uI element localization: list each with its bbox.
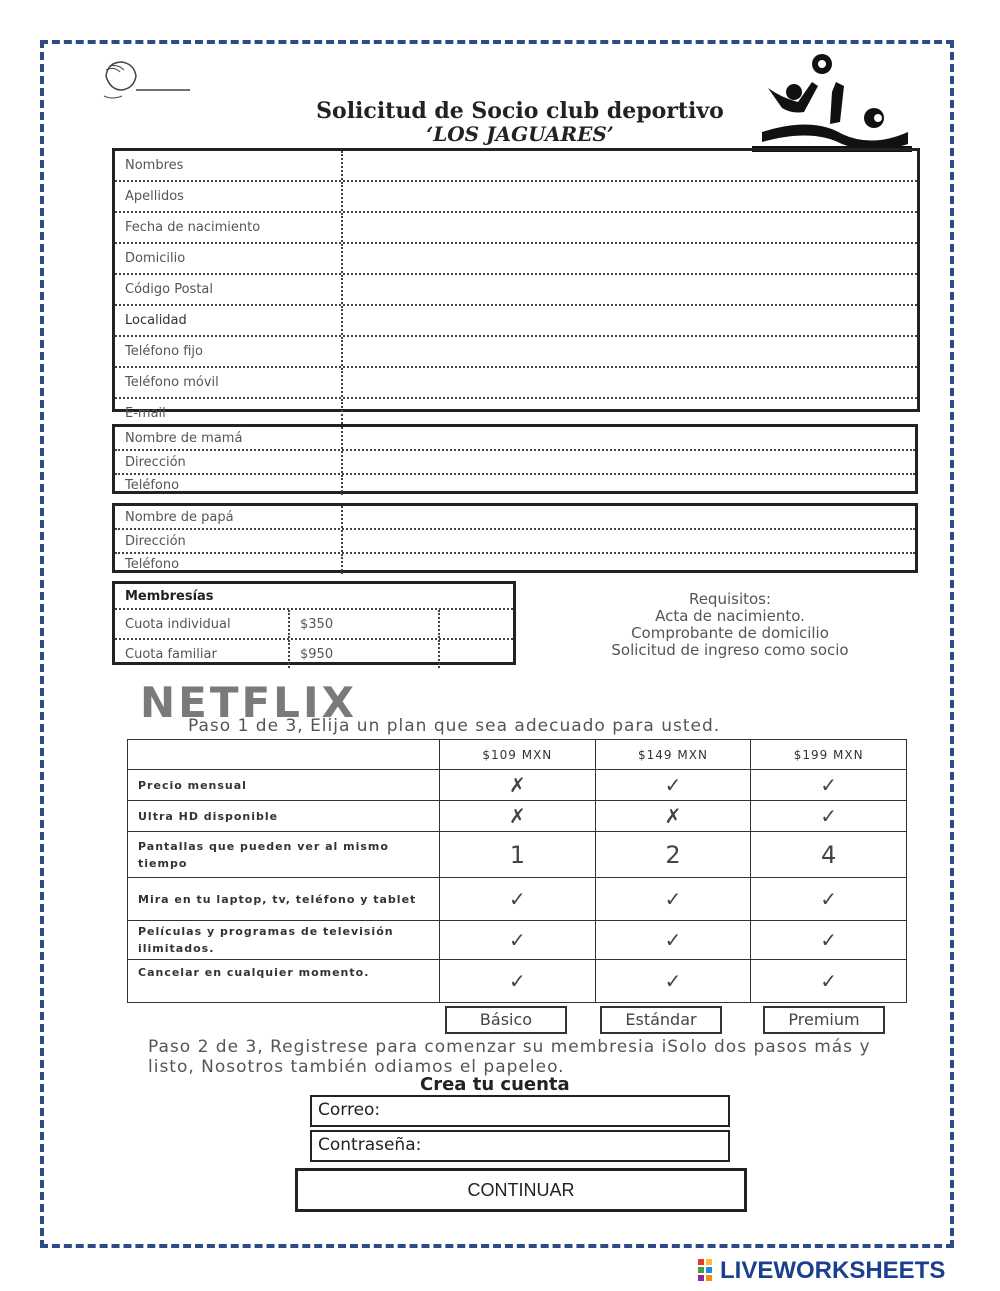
- continue-button[interactable]: CONTINUAR: [295, 1168, 747, 1212]
- feature-mark: ✗: [440, 801, 596, 832]
- form-row: [115, 275, 917, 306]
- form-row: [115, 506, 915, 530]
- membership-row: [115, 640, 513, 668]
- club-name: ‘LOS JAGUARES’: [426, 122, 614, 146]
- form-row: [115, 213, 917, 244]
- form-row: [115, 306, 917, 337]
- price-premium: $199 MXN: [751, 740, 907, 770]
- feature-mark: 4: [751, 832, 907, 878]
- form-row: [115, 182, 917, 213]
- birthdate-field[interactable]: [343, 213, 917, 242]
- feature-mark: ✓: [751, 921, 907, 960]
- standard-plan-button[interactable]: Estándar: [600, 1006, 722, 1034]
- price-standard: $149 MXN: [595, 740, 751, 770]
- email-label: Correo:: [318, 1100, 381, 1120]
- premium-plan-button[interactable]: Premium: [763, 1006, 885, 1034]
- field-label: Localidad: [115, 306, 343, 335]
- field-label: Nombre de mamá: [115, 427, 343, 449]
- requirement-item: Acta de nacimiento.: [655, 607, 805, 625]
- table-row: [128, 832, 907, 878]
- feature-mark: ✓: [595, 770, 751, 801]
- landline-field[interactable]: [343, 337, 917, 366]
- form-row: [115, 368, 917, 399]
- password-input[interactable]: [310, 1130, 730, 1162]
- table-row: [128, 801, 907, 832]
- header-empty-cell: [128, 740, 440, 770]
- mother-phone-field[interactable]: [343, 475, 915, 495]
- form-title: Solicitud de Socio club deportivo: [316, 98, 724, 124]
- address-field[interactable]: [343, 244, 917, 273]
- password-label: Contraseña:: [318, 1135, 422, 1155]
- field-label: Teléfono fijo: [115, 337, 343, 366]
- field-label: Teléfono: [115, 475, 343, 495]
- feature-label: Pantallas que pueden ver al mismo tiempo: [128, 832, 440, 878]
- father-phone-field[interactable]: [343, 554, 915, 574]
- basic-plan-button[interactable]: Básico: [445, 1006, 567, 1034]
- father-name-field[interactable]: [343, 506, 915, 528]
- feature-mark: ✗: [595, 801, 751, 832]
- field-label: Domicilio: [115, 244, 343, 273]
- mother-address-field[interactable]: [343, 451, 915, 473]
- membership-label: Cuota familiar: [115, 640, 290, 668]
- netflix-logo: NETFLIX: [140, 678, 357, 727]
- field-label: Código Postal: [115, 275, 343, 304]
- feature-mark: ✗: [440, 770, 596, 801]
- feature-label: Ultra HD disponible: [128, 801, 440, 832]
- locality-field[interactable]: [343, 306, 917, 335]
- feature-mark: ✓: [595, 960, 751, 1003]
- table-row: [128, 921, 907, 960]
- girl-sketch-icon: [100, 56, 195, 104]
- field-label: Dirección: [115, 530, 343, 552]
- feature-mark: ✓: [440, 960, 596, 1003]
- create-account-heading: Crea tu cuenta: [420, 1074, 570, 1095]
- field-label: E-mail: [115, 399, 343, 428]
- price-basic: $109 MXN: [440, 740, 596, 770]
- father-form: [112, 503, 918, 573]
- feature-mark: 2: [595, 832, 751, 878]
- table-row: [128, 770, 907, 801]
- feature-mark: ✓: [440, 921, 596, 960]
- postal-code-field[interactable]: [343, 275, 917, 304]
- mobile-field[interactable]: [343, 368, 917, 397]
- requirement-item: Solicitud de ingreso como socio: [611, 641, 849, 659]
- membership-price: $350: [290, 610, 440, 638]
- feature-label: Precio mensual: [128, 770, 440, 801]
- name-field[interactable]: [343, 151, 917, 180]
- feature-mark: ✓: [440, 878, 596, 921]
- membership-empty-cell: [440, 610, 513, 638]
- feature-mark: ✓: [751, 801, 907, 832]
- field-label: Nombre de papá: [115, 506, 343, 528]
- table-header-row: [128, 740, 907, 770]
- form-row: [115, 530, 915, 554]
- feature-mark: 1: [440, 832, 596, 878]
- requirement-item: Comprobante de domicilio: [631, 624, 829, 642]
- mother-form: [112, 424, 918, 494]
- form-row: [115, 554, 915, 574]
- table-row: [128, 878, 907, 921]
- feature-mark: ✓: [751, 770, 907, 801]
- feature-mark: ✓: [751, 878, 907, 921]
- field-label: Fecha de nacimiento: [115, 213, 343, 242]
- liveworksheets-logo-icon: [698, 1259, 720, 1283]
- field-label: Nombres: [115, 151, 343, 180]
- feature-mark: ✓: [595, 878, 751, 921]
- liveworksheets-brand[interactable]: LIVEWORKSHEETS: [720, 1257, 946, 1284]
- form-row: [115, 337, 917, 368]
- membership-price: $950: [290, 640, 440, 668]
- form-row: [115, 427, 915, 451]
- form-row: [115, 151, 917, 182]
- membership-row: [115, 610, 513, 640]
- step2-text: Paso 2 de 3, Registrese para comenzar su membresia iSolo dos pasos más y listo, Nosotros también odiamos el papeleo.: [148, 1037, 871, 1077]
- feature-label: Películas y programas de televisión ilimitados.: [128, 921, 440, 960]
- member-form: [112, 148, 920, 421]
- field-label: Teléfono: [115, 554, 343, 574]
- surname-field[interactable]: [343, 182, 917, 211]
- memberships-box: [112, 581, 516, 665]
- sports-club-logo: [752, 52, 912, 152]
- field-label: Apellidos: [115, 182, 343, 211]
- form-row: [115, 244, 917, 275]
- form-row: [115, 475, 915, 495]
- email-input[interactable]: [310, 1095, 730, 1127]
- feature-mark: ✓: [595, 921, 751, 960]
- field-label: Dirección: [115, 451, 343, 473]
- plans-table: [127, 739, 907, 1003]
- mother-name-field[interactable]: [343, 427, 915, 449]
- memberships-title: Membresías: [115, 584, 513, 610]
- father-address-field[interactable]: [343, 530, 915, 552]
- feature-mark: ✓: [751, 960, 907, 1003]
- membership-label: Cuota individual: [115, 610, 290, 638]
- feature-label: Mira en tu laptop, tv, teléfono y tablet: [128, 878, 440, 921]
- requirements-title: Requisitos:: [688, 590, 772, 608]
- feature-label: Cancelar en cualquier momento.: [128, 960, 440, 1003]
- table-row: [128, 960, 907, 1003]
- step1-text: Paso 1 de 3, Elija un plan que sea adecuado para usted.: [188, 716, 721, 736]
- membership-empty-cell: [440, 640, 513, 668]
- form-row: [115, 451, 915, 475]
- field-label: Teléfono móvil: [115, 368, 343, 397]
